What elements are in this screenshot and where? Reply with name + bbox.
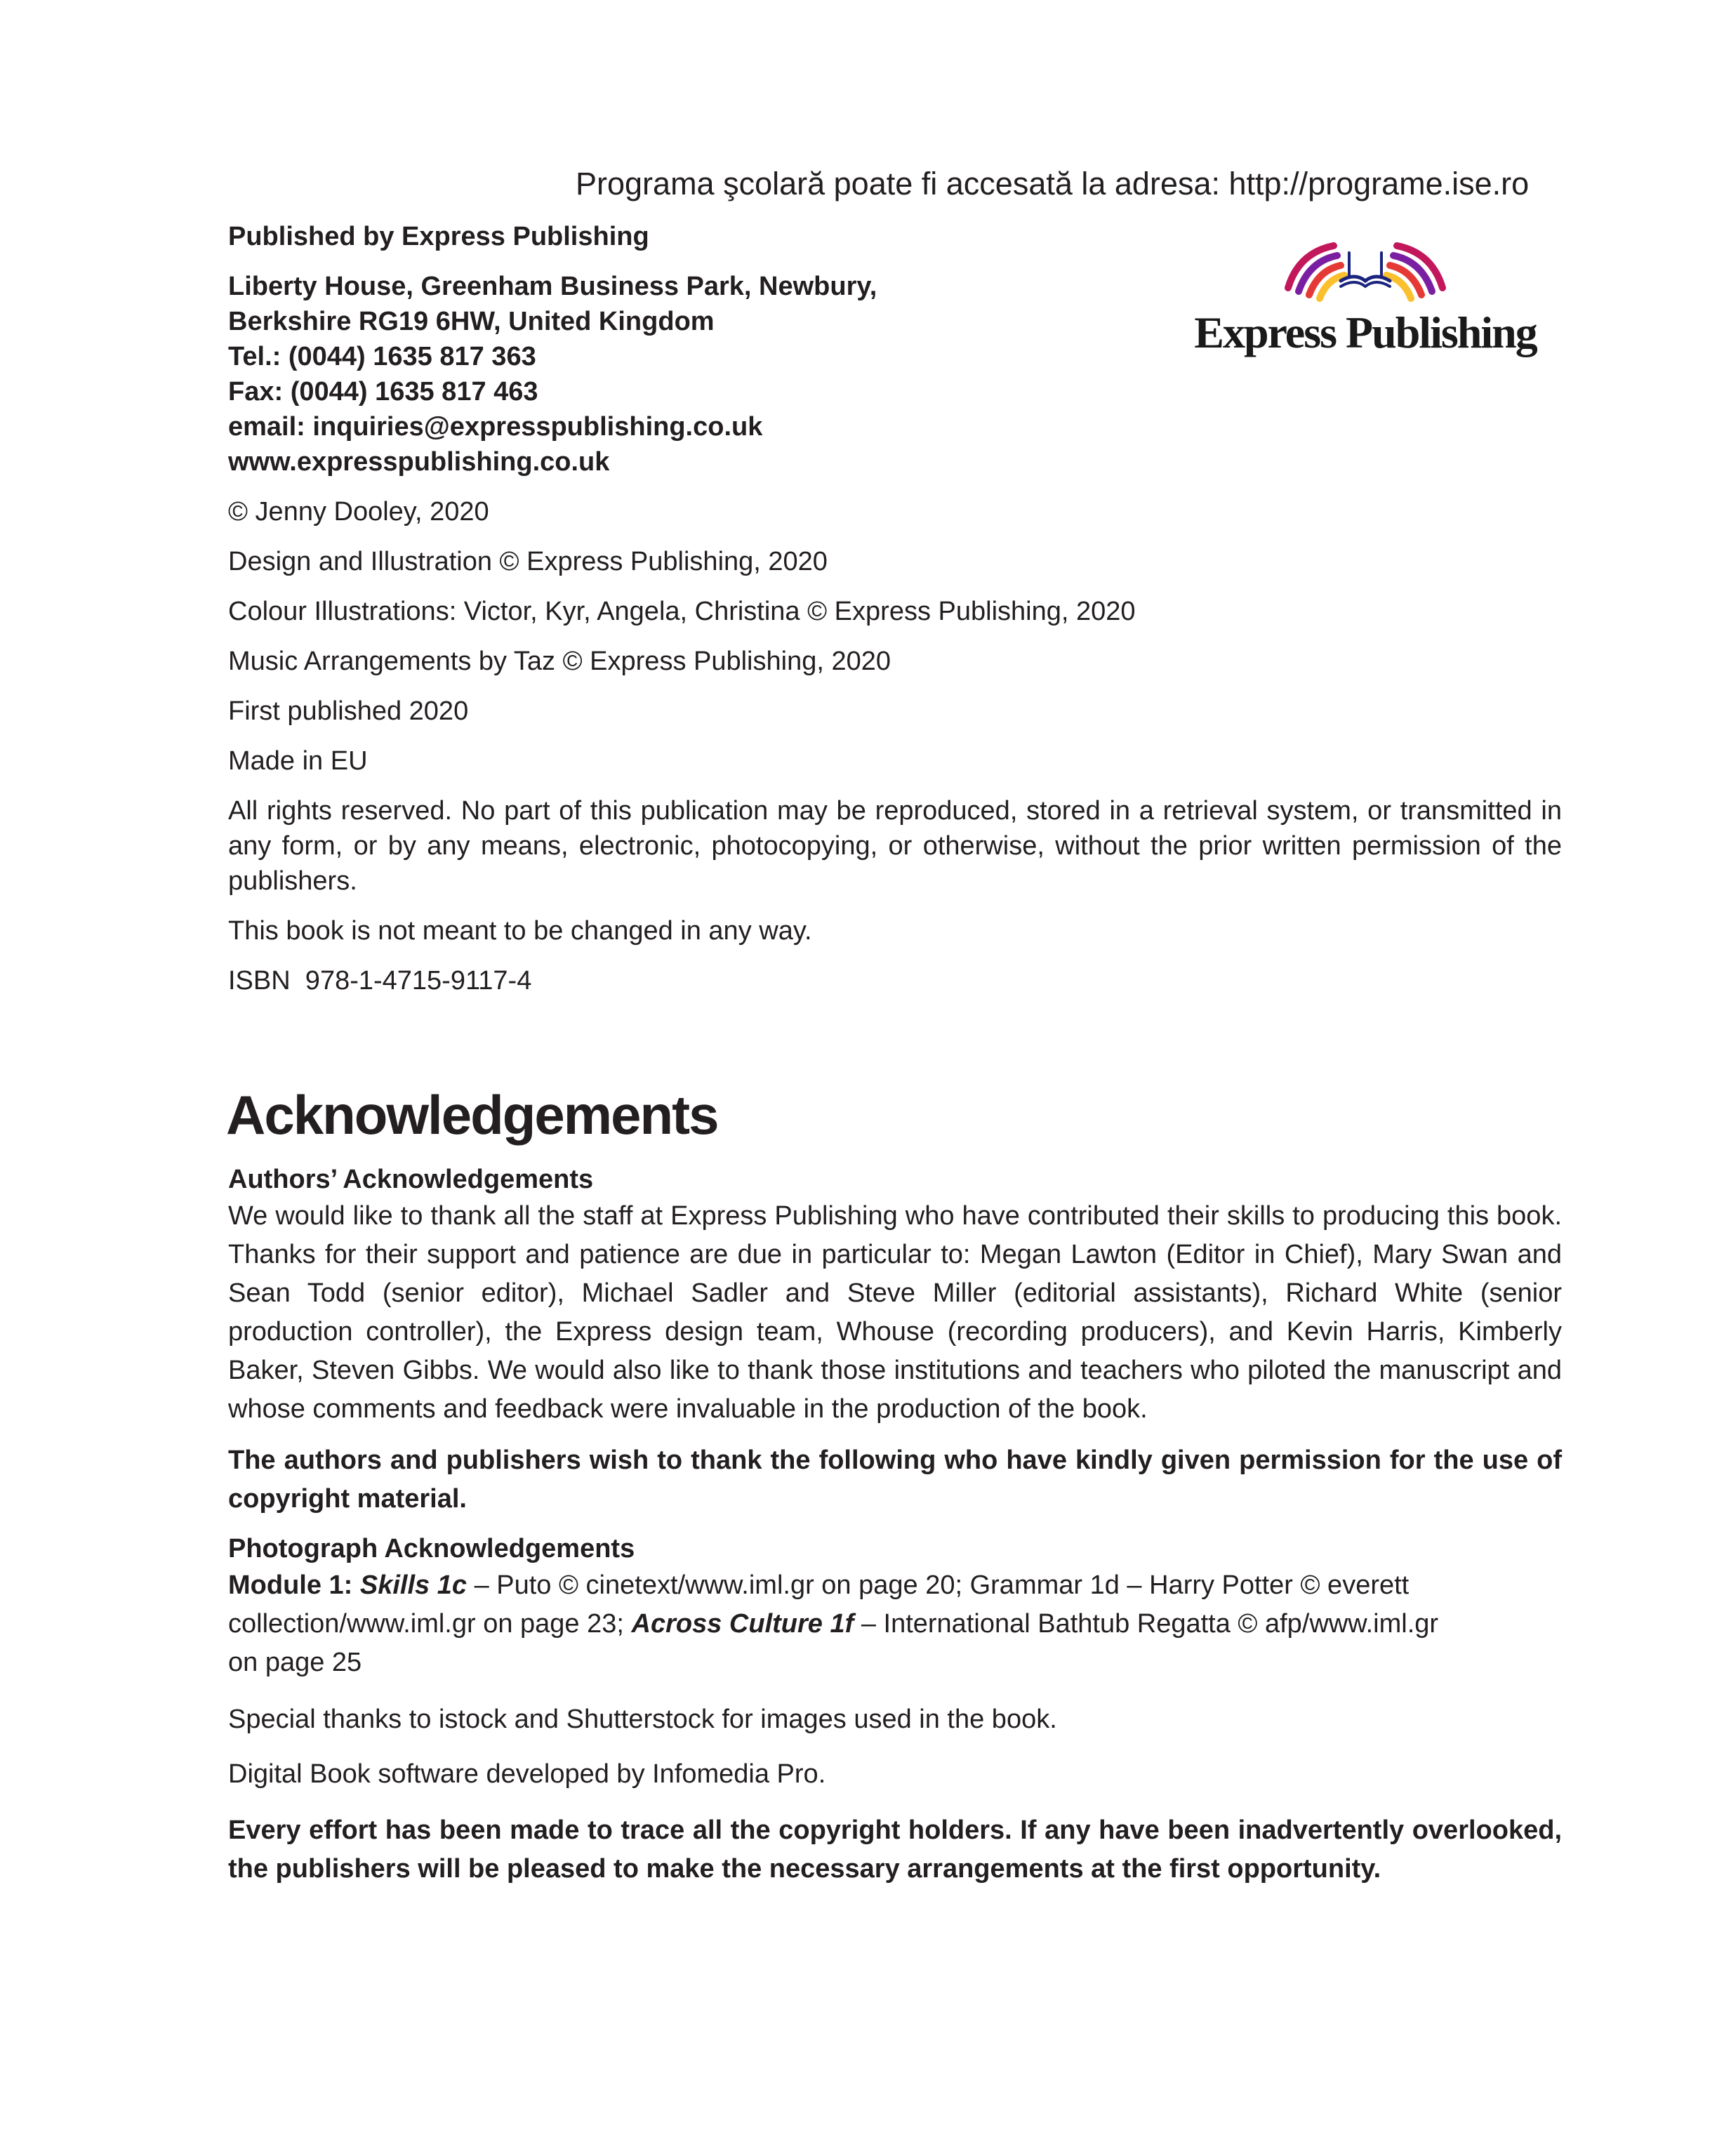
first-published: First published 2020 bbox=[228, 696, 469, 726]
fax: Fax: (0044) 1635 817 463 bbox=[228, 377, 538, 406]
address-line: Berkshire RG19 6HW, United Kingdom bbox=[228, 307, 715, 336]
publisher-address bbox=[228, 269, 1562, 480]
no-change-notice: This book is not meant to be changed in any way. bbox=[228, 916, 812, 946]
made-in: Made in EU bbox=[228, 746, 368, 776]
module-label: Module 1: bbox=[228, 1570, 353, 1600]
across-culture-label: Across Culture 1f bbox=[631, 1609, 854, 1639]
logo-text: Express Publishing bbox=[1194, 307, 1537, 357]
copyright-design: Design and Illustration © Express Publishing, 2020 bbox=[228, 547, 828, 576]
photo-credit-text: – International Bathtub Regatta © afp/www.iml.gr bbox=[854, 1609, 1439, 1639]
skills-label: Skills 1c bbox=[359, 1570, 468, 1600]
program-url-note: Programa şcolară poate fi accesată la adresa: http://programe.ise.ro bbox=[576, 166, 1530, 201]
photo-credit-text: on page 25 bbox=[228, 1648, 362, 1677]
photo-credits bbox=[228, 1566, 1562, 1682]
isbn: ISBN 978-1-4715-9117-4 bbox=[228, 966, 532, 996]
address-line: Liberty House, Greenham Business Park, Newbury, bbox=[228, 272, 877, 301]
acknowledgements-title: Acknowledgements bbox=[226, 1084, 718, 1146]
imprint-block bbox=[228, 219, 1562, 998]
photo-credit-text: collection/www.iml.gr on page 23; bbox=[228, 1609, 632, 1639]
copyright-music: Music Arrangements by Taz © Express Publishing, 2020 bbox=[228, 647, 891, 676]
photo-heading: Photograph Acknowledgements bbox=[228, 1534, 635, 1563]
acknowledgements-block bbox=[228, 1162, 1562, 1889]
website: www.expresspublishing.co.uk bbox=[228, 447, 610, 477]
copyright-illustrations: Colour Illustrations: Victor, Kyr, Angela, Christina © Express Publishing, 2020 bbox=[228, 597, 1136, 626]
special-thanks: Special thanks to istock and Shutterstock for images used in the book. bbox=[228, 1705, 1057, 1734]
phone: Tel.: (0044) 1635 817 363 bbox=[228, 342, 536, 371]
copyright-author: © Jenny Dooley, 2020 bbox=[228, 497, 489, 527]
authors-heading: Authors’ Acknowledgements bbox=[228, 1165, 594, 1194]
authors-text: We would like to thank all the staff at Express Publishing who have contributed their skills to producing this book. Thanks for their support and patience are due in particular to: Megan Lawton (Editor in Chief), Mary Swan and Sean Todd (senior editor), Michael Sadler and Steve Miller (editorial assistants), Richard White (senior production controller), the Express design team, Whouse (recording producers), and Kevin Harris, Kimberly Baker, Steven Gibbs. We would also like to thank those institutions and teachers who piloted the manuscript and whose comments and feedback were invaluable in the production of the book. bbox=[228, 1201, 1562, 1424]
rights-notice: All rights reserved. No part of this publication may be reproduced, stored in a retrieval system, or transmitted in any form, or by any means, electronic, photocopying, or otherwise, without the prior written permission of the publishers. bbox=[228, 796, 1562, 896]
digital-book-credit: Digital Book software developed by Infomedia Pro. bbox=[228, 1759, 826, 1789]
email: email: inquiries@expresspublishing.co.uk bbox=[228, 412, 763, 442]
copyright-effort-notice: Every effort has been made to trace all the copyright holders. If any have been inadvertently overlooked, the publishers will be pleased to make the necessary arrangements at the first opportunity. bbox=[228, 1816, 1562, 1884]
photo-credit-text: – Puto © cinetext/www.iml.gr on page 20; Grammar 1d – Harry Potter © everett bbox=[467, 1570, 1410, 1600]
published-by: Published by Express Publishing bbox=[228, 222, 649, 251]
permission-text: The authors and publishers wish to thank the following who have kindly given permission for the use of copyright material. bbox=[228, 1446, 1562, 1514]
